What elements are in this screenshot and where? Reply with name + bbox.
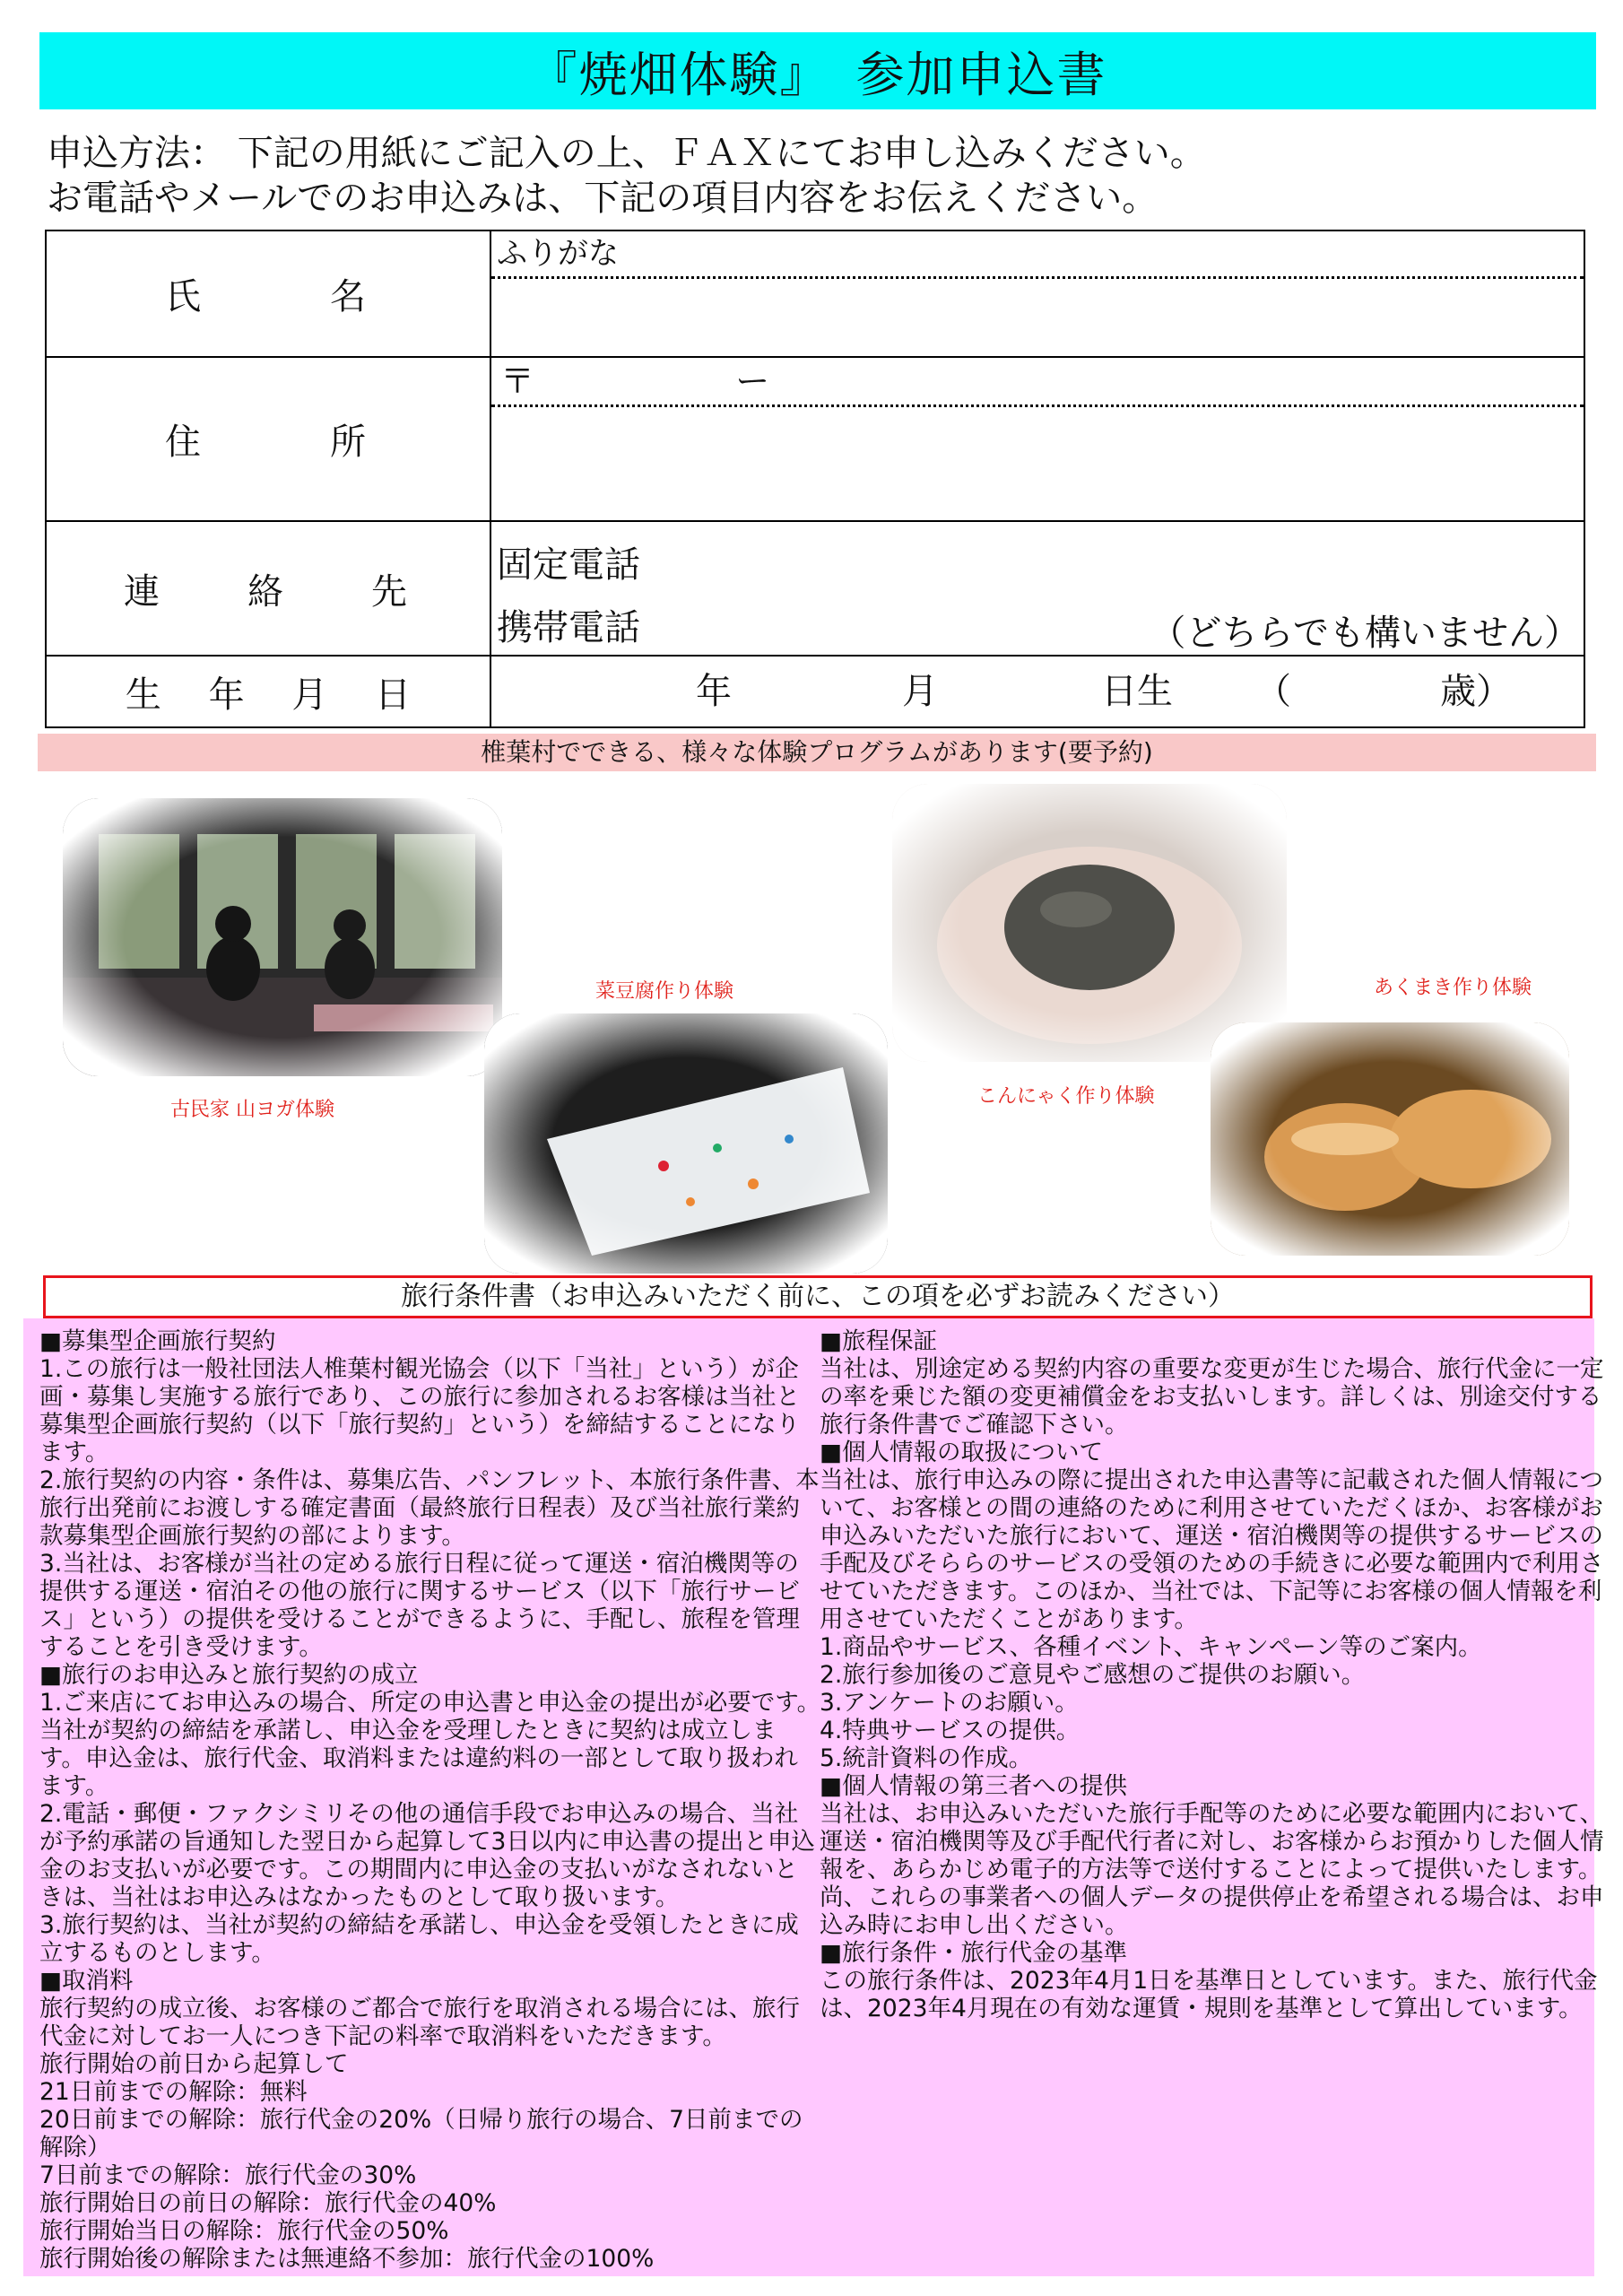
postal-code-field[interactable]	[491, 358, 1584, 407]
conditions-right-line: 当社は、お申込みいただいた旅行手配等のために必要な範囲内において、運送・宿泊機関等及び手配代行者に対し、お客様からお預かりした個人情報を、あらかじめ電子的方法等で送付することによって提供いたします。尚、これらの事業者への個人データの提供停止を希望される場合は、お申込み時にお申し出ください。	[820, 1800, 1604, 1939]
postal-mark: 〒	[500, 361, 535, 401]
either-ok-note: （どちらでも構いません）	[1150, 613, 1580, 654]
conditions-left-line: 2.旅行契約の内容・条件は、募集広告、パンフレット、本旅行条件書、本旅行出発前にお渡しする確定書面（最終旅行日程表）及び当社旅行業約款募集型企画旅行契約の部によります。	[39, 1466, 820, 1550]
month-label: 月	[902, 671, 938, 712]
age-open: （	[1255, 671, 1291, 712]
conditions-left-line: 20日前までの解除：旅行代金の20%（日帰り旅行の場合、7日前までの解除）	[39, 2106, 803, 2161]
postal-dash: ー	[735, 361, 770, 401]
address-cell[interactable]	[490, 357, 1584, 521]
conditions-left-line: ■取消料	[39, 1967, 134, 1995]
contact-label: 連 絡 先	[46, 521, 490, 656]
year-label: 年	[696, 671, 732, 712]
conditions-right-line: 当社は、別途定める契約内容の重要な変更が生じた場合、旅行代金に一定の率を乗じた額の変更補償金をお支払いします。詳しくは、別途交付する旅行条件書でご確認下さい。	[820, 1355, 1604, 1439]
age-label: 歳）	[1440, 671, 1512, 712]
conditions-left-line: 旅行開始日の前日の解除：旅行代金の40%	[39, 2189, 497, 2217]
conditions-left-line: 3.当社は、お客様が当社の定める旅行日程に従って運送・宿泊機関等の提供する運送・宿泊その他の旅行に関するサービス（以下「旅行サービス」という）の提供を受けることができるように、手配し、旅程を管理することを引き受けます。	[39, 1550, 800, 1661]
furigana-field[interactable]	[491, 231, 1584, 279]
conditions-right-line: ■旅行条件・旅行代金の基準	[820, 1939, 1128, 1967]
yoga-photo	[63, 798, 502, 1076]
conditions-right-line: ■個人情報の取扱について	[820, 1439, 1104, 1466]
conditions-right-line: 当社は、旅行申込みの際に提出された申込書等に記載された個人情報について、お客様との間の連絡のために利用させていただくほか、お客様がお申込みいただいた旅行において、運送・宿泊機関等の提供するサービスの手配及びそららのサービスの受領のための手続きに必要な範囲内で利用させていただきます。このほか、当社では、下記等にお客様の個人情報を利用させていただくことがあります。	[820, 1466, 1604, 1633]
konnyaku-image-icon	[892, 784, 1287, 1062]
conditions-left-line: 旅行開始当日の解除：旅行代金の50%	[39, 2217, 449, 2245]
address-label: 住 所	[46, 357, 490, 521]
conditions-left-line: 旅行開始後の解除または無連絡不参加：旅行代金の100%	[39, 2245, 655, 2273]
name-cell[interactable]	[490, 230, 1584, 357]
conditions-right-line: 4.特典サービスの提供。	[820, 1717, 1081, 1744]
yoga-caption: 古民家 山ヨガ体験	[170, 1099, 334, 1121]
program-banner: 椎葉村でできる、様々な体験プログラムがあります(要予約)	[38, 734, 1596, 771]
konnyaku-photo	[892, 784, 1287, 1062]
conditions-title: 旅行条件書（お申込みいただく前に、この項を必ずお読みください）	[43, 1275, 1593, 1318]
address-field[interactable]	[491, 407, 1584, 520]
page-title	[39, 32, 1596, 109]
day-born-label: 日生	[1101, 671, 1173, 712]
landline-label: 固定電話	[497, 544, 640, 586]
intro-text	[47, 131, 1598, 221]
conditions-left-line: 21日前までの解除：無料	[39, 2078, 308, 2106]
name-label: 氏 名	[46, 230, 490, 357]
konnyaku-caption: こんにゃく作り体験	[977, 1085, 1155, 1108]
conditions-body	[23, 1318, 1604, 2276]
conditions-right-line: 5.統計資料の作成。	[820, 1744, 1033, 1772]
conditions-right-line: 1.商品やサービス、各種イベント、キャンペーン等のご案内。	[820, 1633, 1482, 1661]
yoga-image-icon	[63, 798, 502, 1076]
intro-line-2: お電話やメールでのお申込みは、下記の項目内容をお伝えください。	[47, 178, 1159, 219]
akumaki-caption: あくまき作り体験	[1374, 977, 1532, 999]
conditions-right-line: この旅行条件は、2023年4月1日を基準日としています。また、旅行代金は、2023年4月現在の有効な運賃・規則を基準として算出しています。	[820, 1967, 1598, 2022]
conditions-left-line: 2.電話・郵便・ファクシミリその他の通信手段でお申込みの場合、当社が予約承諾の旨通知した翌日から起算して3日以内に申込書の提出と申込金のお支払いが必要です。この期間内に申込金の支払いがなされないときは、当社はお申込みはなかったものとして取り扱います。	[39, 1800, 815, 1911]
conditions-left-line: 7日前までの解除：旅行代金の30%	[39, 2161, 417, 2189]
conditions-left-line: 3.旅行契約は、当社が契約の締結を承諾し、申込金を受領したときに成立するものとします。	[39, 1911, 799, 1967]
akumaki-image-icon	[1211, 1022, 1569, 1256]
conditions-right-line: 2.旅行参加後のご意見やご感想のご提供のお願い。	[820, 1661, 1366, 1689]
conditions-right-line: 3.アンケートのお願い。	[820, 1689, 1079, 1717]
application-form	[45, 230, 1585, 728]
conditions-left-line: 1.この旅行は一般社団法人椎葉村観光協会（以下「当社」という）が企画・募集し実施する旅行であり、この旅行に参加されるお客様は当社と募集型企画旅行契約（以下「旅行契約」という）を締結することになります。	[39, 1355, 800, 1466]
conditions-right-line: ■個人情報の第三者への提供	[820, 1772, 1128, 1800]
page-title-text: 『焼畑体験』 参加申込書	[528, 46, 1107, 103]
contact-cell[interactable]	[490, 521, 1584, 656]
conditions-right-column	[820, 1327, 1609, 2022]
conditions-left-column	[39, 1327, 821, 2273]
name-field[interactable]	[491, 279, 1584, 356]
conditions-right-line: ■旅程保証	[820, 1327, 938, 1355]
birthdate-label: 生 年 月 日	[46, 656, 490, 727]
natofu-image-icon	[484, 1013, 888, 1274]
conditions-left-line: 1.ご来店にてお申込みの場合、所定の申込書と申込金の提出が必要です。当社が契約の締結を承諾し、申込金を受理したときに契約は成立します。申込金は、旅行代金、取消料または違約料の一部として取り扱われます。	[39, 1689, 821, 1800]
conditions-left-line: ■旅行のお申込みと旅行契約の成立	[39, 1661, 419, 1689]
akumaki-photo	[1211, 1022, 1569, 1256]
furigana-label: ふりがな	[497, 236, 619, 272]
mobile-label: 携帯電話	[497, 607, 640, 648]
intro-line-1: 申込方法： 下記の用紙にご記入の上、ＦＡＸにてお申し込みください。	[47, 133, 1206, 174]
conditions-left-line: 旅行契約の成立後、お客様のご都合で旅行を取消される場合には、旅行代金に対してお一人につき下記の料率で取消料をいただきます。	[39, 1995, 800, 2050]
conditions-left-line: ■募集型企画旅行契約	[39, 1327, 276, 1355]
natofu-photo	[484, 1013, 888, 1274]
natofu-caption: 菜豆腐作り体験	[595, 980, 734, 1003]
conditions-left-line: 旅行開始の前日から起算して	[39, 2050, 349, 2078]
birthdate-cell[interactable]	[490, 656, 1584, 727]
